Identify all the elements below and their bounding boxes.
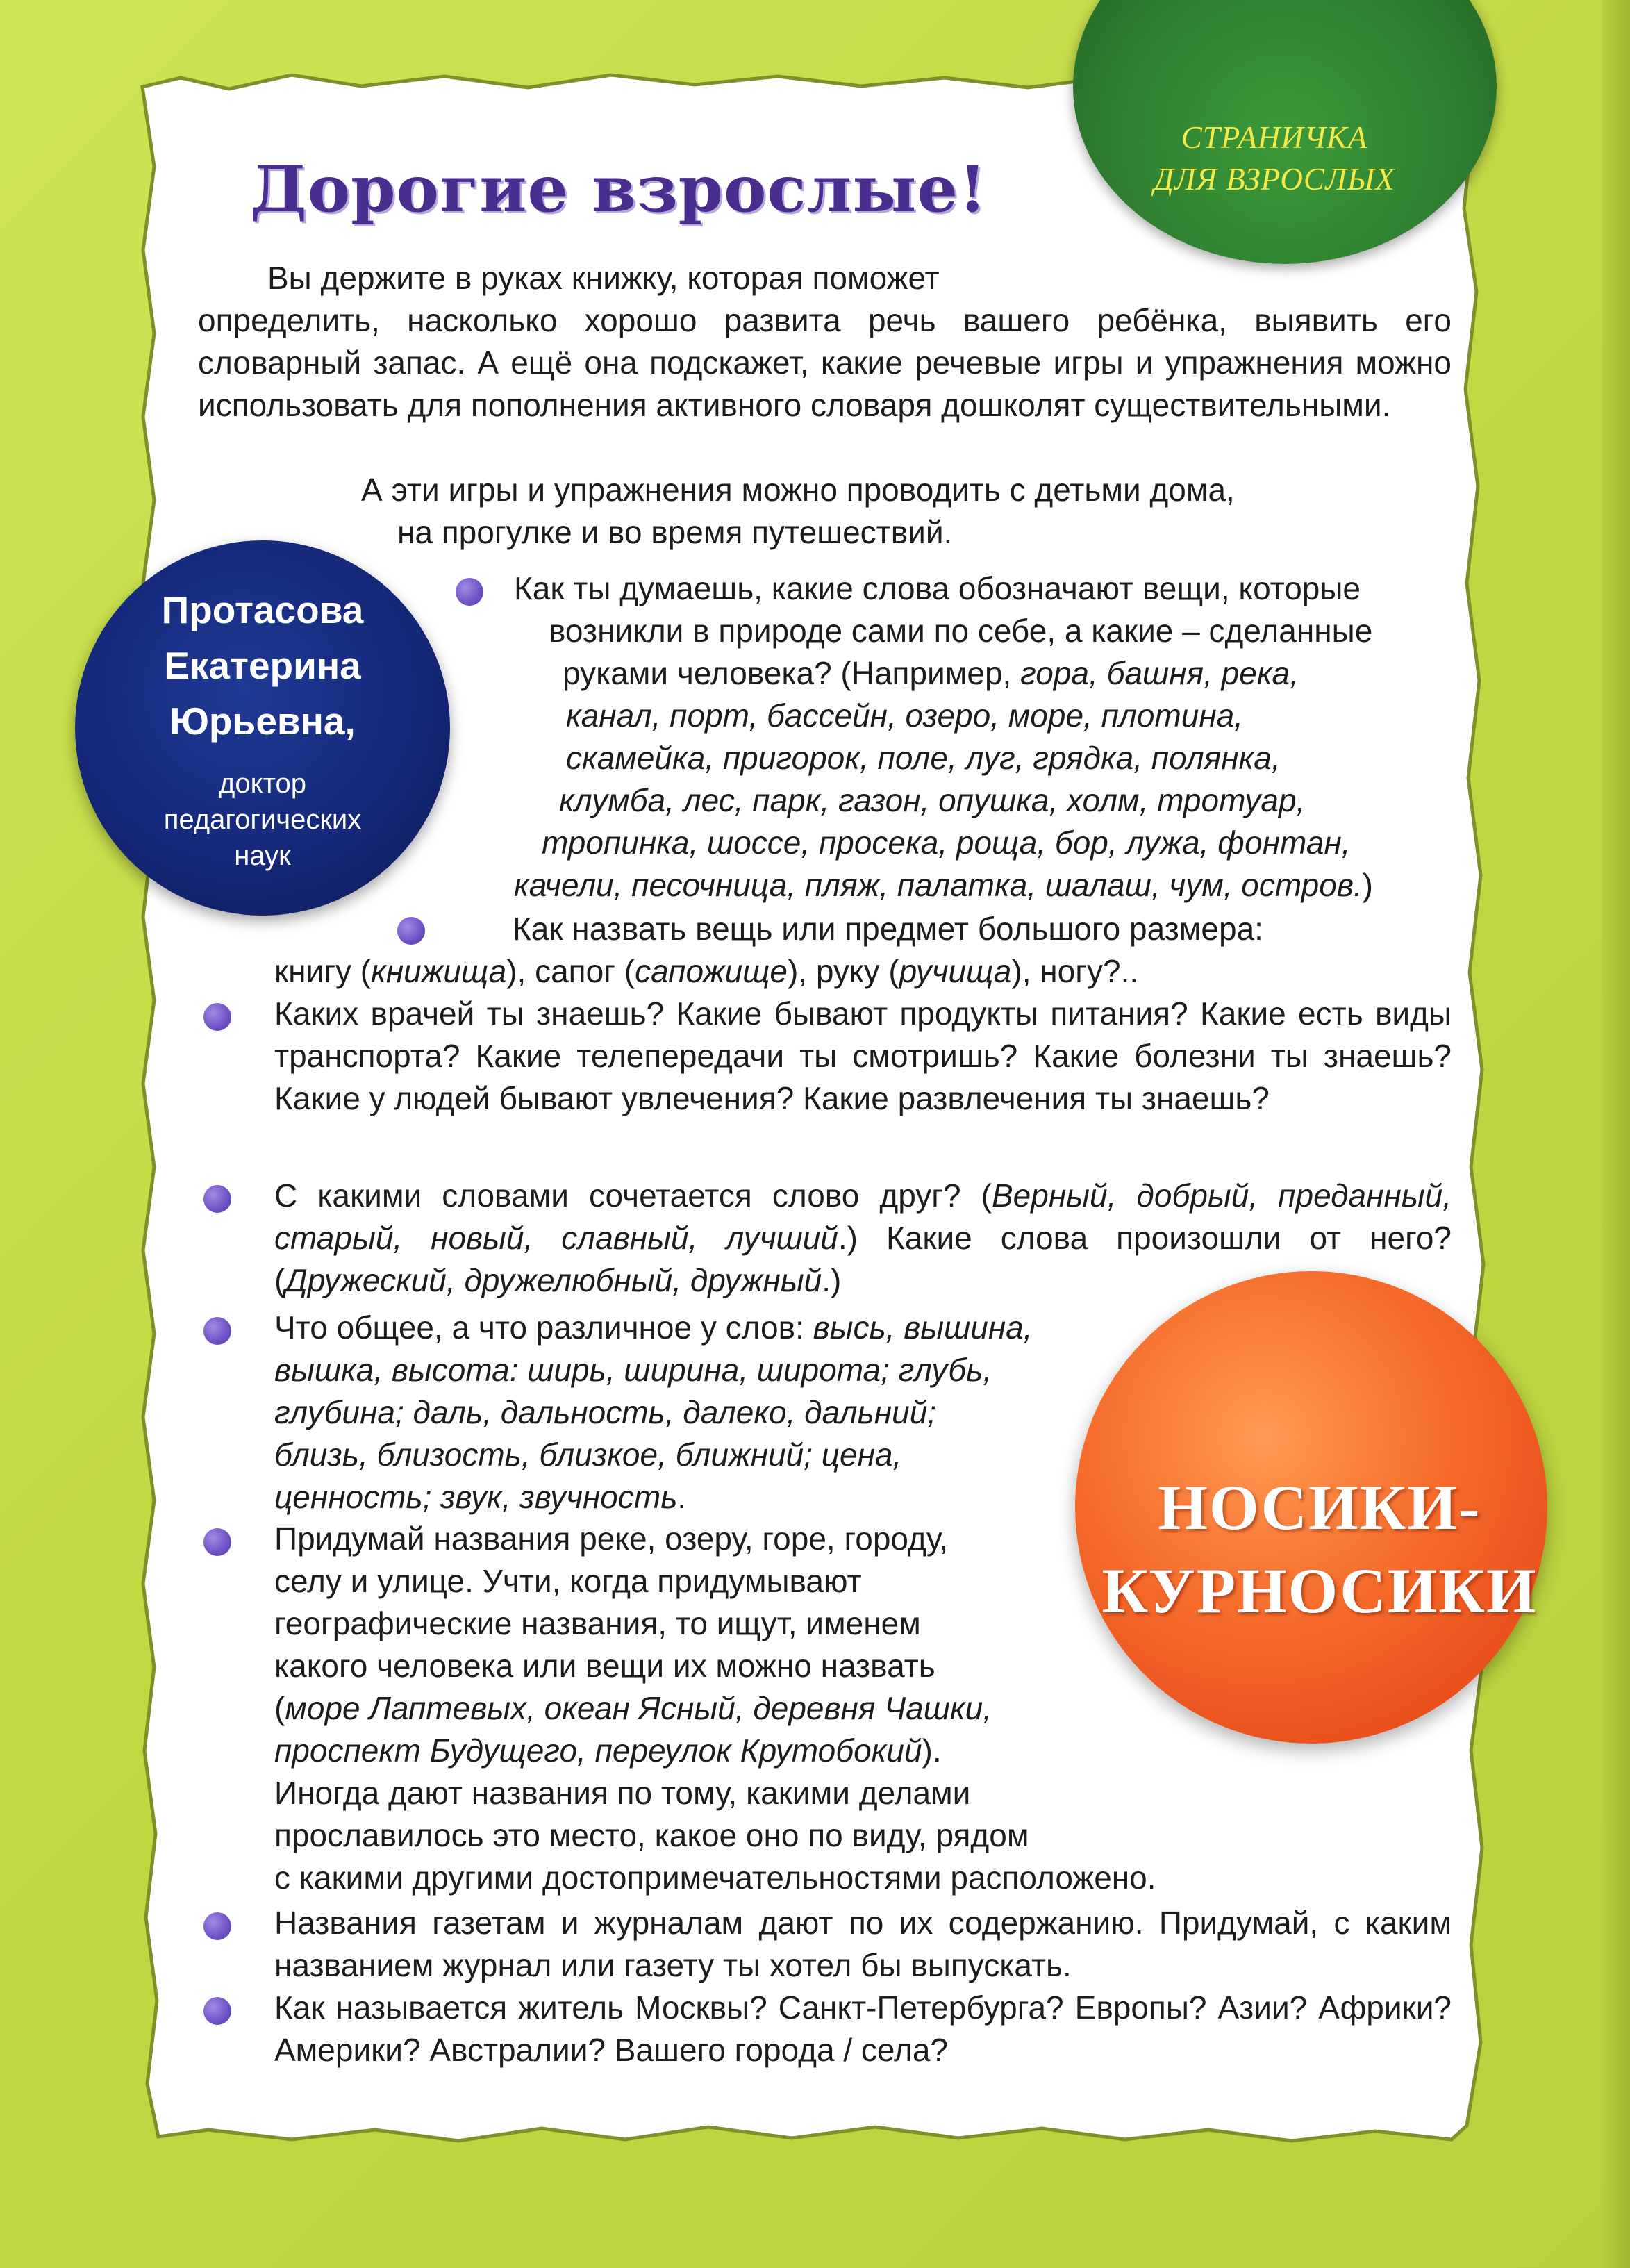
item1-line-8-close: ) [1362, 867, 1373, 903]
badge-line-1: СТРАНИЧКА [1181, 120, 1368, 155]
bullet-icon [456, 578, 483, 606]
item1-line-4: канал, порт, бассейн, озеро, море, плотина, [566, 697, 1244, 734]
item1-line-3 [563, 652, 1452, 695]
item2-t4: сапожище [635, 953, 788, 989]
item5-line-4: близь, близость, близкое, ближний; цена, [274, 1437, 902, 1473]
item2-t7: ), ногу?.. [1011, 953, 1139, 989]
item6-line-3: географические названия, то ищут, именем [274, 1605, 921, 1641]
item1-line-1: Как ты думаешь, какие слова обозначают вещи, которые [514, 570, 1361, 606]
item6-line-6 [274, 1730, 1142, 1772]
adult-page-badge-label [1094, 117, 1455, 200]
promo-line-1: НОСИКИ- [1158, 1472, 1481, 1543]
item4-t2: Верный, добрый, преданный, старый, новый, славный, лучший [274, 1177, 1452, 1256]
item1-line-5: скамейка, пригорок, поле, луг, грядка, полянка, [566, 740, 1281, 776]
item5-line-1-words: высь, вышина, [813, 1309, 1033, 1346]
badge-line-2: ДЛЯ ВЗРОСЛЫХ [1154, 162, 1395, 197]
item4-t5: .) [822, 1262, 842, 1298]
intro-line-3: на прогулке и во время путешествий. [397, 514, 953, 550]
item6-line-5 [274, 1687, 1108, 1730]
item1-line-3-text: руками человека? (Например, [563, 655, 1021, 691]
bullet-icon [397, 917, 425, 945]
item2-t5: ), руку ( [787, 953, 899, 989]
item1-line-8 [514, 864, 1452, 907]
item1-line-2: возникли в природе сами по себе, а какие – сделанные [549, 613, 1373, 649]
item2-t1: книгу ( [274, 953, 372, 989]
author-name-line-1: Протасова [161, 588, 364, 631]
author-role-line-1: доктор [219, 768, 306, 799]
item5-line-1 [274, 1307, 1247, 1349]
item6-line-5-examples: море Лаптевых, океан Ясный, деревня Чашки, [285, 1690, 992, 1726]
intro-line-1: Вы держите в руках книжку, которая поможет [267, 260, 940, 296]
item6-line-5-open: ( [274, 1690, 285, 1726]
item5-line-5 [274, 1476, 1073, 1518]
author-role-line-2: педагогических [163, 804, 362, 835]
item1-line-6: клумба, лес, парк, газон, опушка, холм, тротуар, [559, 782, 1306, 818]
list-item: Названия газетам и журналам дают по их содержанию. Придумай, с каким названием журнал или газету ты хотел бы выпускать. [274, 1905, 1452, 1983]
author-role [75, 765, 450, 874]
author-name [75, 582, 450, 749]
bullet-icon [203, 1185, 231, 1213]
item4-t4: Дружеский, дружелюбный, дружный [285, 1262, 822, 1298]
item2-t3: ), сапог ( [506, 953, 635, 989]
page-title: Дорогие взрослые! [250, 151, 988, 226]
intro-paragraph: определить, насколько хорошо развита речь вашего ребёнка, выявить его словарный запас. А ещё она подскажет, какие речевые игры и упражнения можно использовать для пополнения активного словаря дошколят существительными. [198, 302, 1452, 423]
item4-t3: .) Какие слова произошли от него? ( [274, 1220, 1452, 1298]
item1-line-3-examples: гора, башня, река, [1020, 655, 1299, 691]
list-item: Каких врачей ты знаешь? Какие бывают продукты питания? Какие есть виды транспорта? Какие телепередачи ты смотришь? Какие болезни ты знаешь? Какие у людей бывают увлечения? Какие развлечения ты знаешь? [274, 995, 1452, 1116]
item2-line-2 [274, 950, 1452, 993]
item5-line-1-text: Что общее, а что различное у слов: [274, 1309, 813, 1346]
list-item: Как называется житель Москвы? Санкт-Петербурга? Европы? Азии? Африки? Америки? Австралии? Вашего города / села? [274, 1989, 1452, 2068]
item5-line-5-end: . [677, 1479, 687, 1515]
item5-line-3: глубина; даль, дальность, далеко, дальний; [274, 1394, 937, 1430]
item6-line-2: селу и улице. Учти, когда придумывают [274, 1563, 862, 1599]
item6-line-1: Придумай названия реке, озеру, горе, городу, [274, 1521, 948, 1557]
bullet-icon [203, 1317, 231, 1345]
item6-line-6-examples: проспект Будущего, переулок Крутобокий [274, 1732, 922, 1769]
promo-badge-title [1083, 1466, 1556, 1632]
item6-line-6-end: ). [922, 1732, 942, 1769]
item6-line-9: с какими другими достопримечательностями расположено. [274, 1860, 1156, 1896]
author-name-line-3: Юрьевна, [169, 700, 356, 743]
item5-line-2: вышка, высота: ширь, ширина, широта; глубь, [274, 1352, 992, 1388]
item6-line-7: Иногда дают названия по тому, какими делами [274, 1775, 971, 1811]
bullet-icon [203, 1912, 231, 1940]
item1-line-8-examples: качели, песочница, пляж, палатка, шалаш, чум, остров. [514, 867, 1363, 903]
bullet-icon [203, 1997, 231, 2025]
item2-t6: ручища [899, 953, 1012, 989]
bullet-icon [203, 1003, 231, 1031]
item4-t1: С какими словами сочетается слово друг? ( [274, 1177, 992, 1214]
item5-line-5-words: ценность; звук, звучность [274, 1479, 678, 1515]
promo-line-2: КУРНОСИКИ [1101, 1555, 1538, 1626]
intro-line-2: А эти игры и упражнения можно проводить с детьми дома, [361, 472, 1235, 508]
author-name-line-2: Екатерина [164, 644, 361, 687]
item2-line-1: Как назвать вещь или предмет большого размера: [513, 911, 1263, 947]
bullet-icon [203, 1528, 231, 1556]
item6-line-4: какого человека или вещи их можно назвать [274, 1648, 935, 1684]
item2-t2: книжища [371, 953, 507, 989]
item1-line-7: тропинка, шоссе, просека, роща, бор, лужа, фонтан, [542, 825, 1351, 861]
item6-line-8: прославилось это место, какое оно по виду, рядом [274, 1817, 1029, 1853]
author-role-line-3: наук [234, 841, 291, 871]
